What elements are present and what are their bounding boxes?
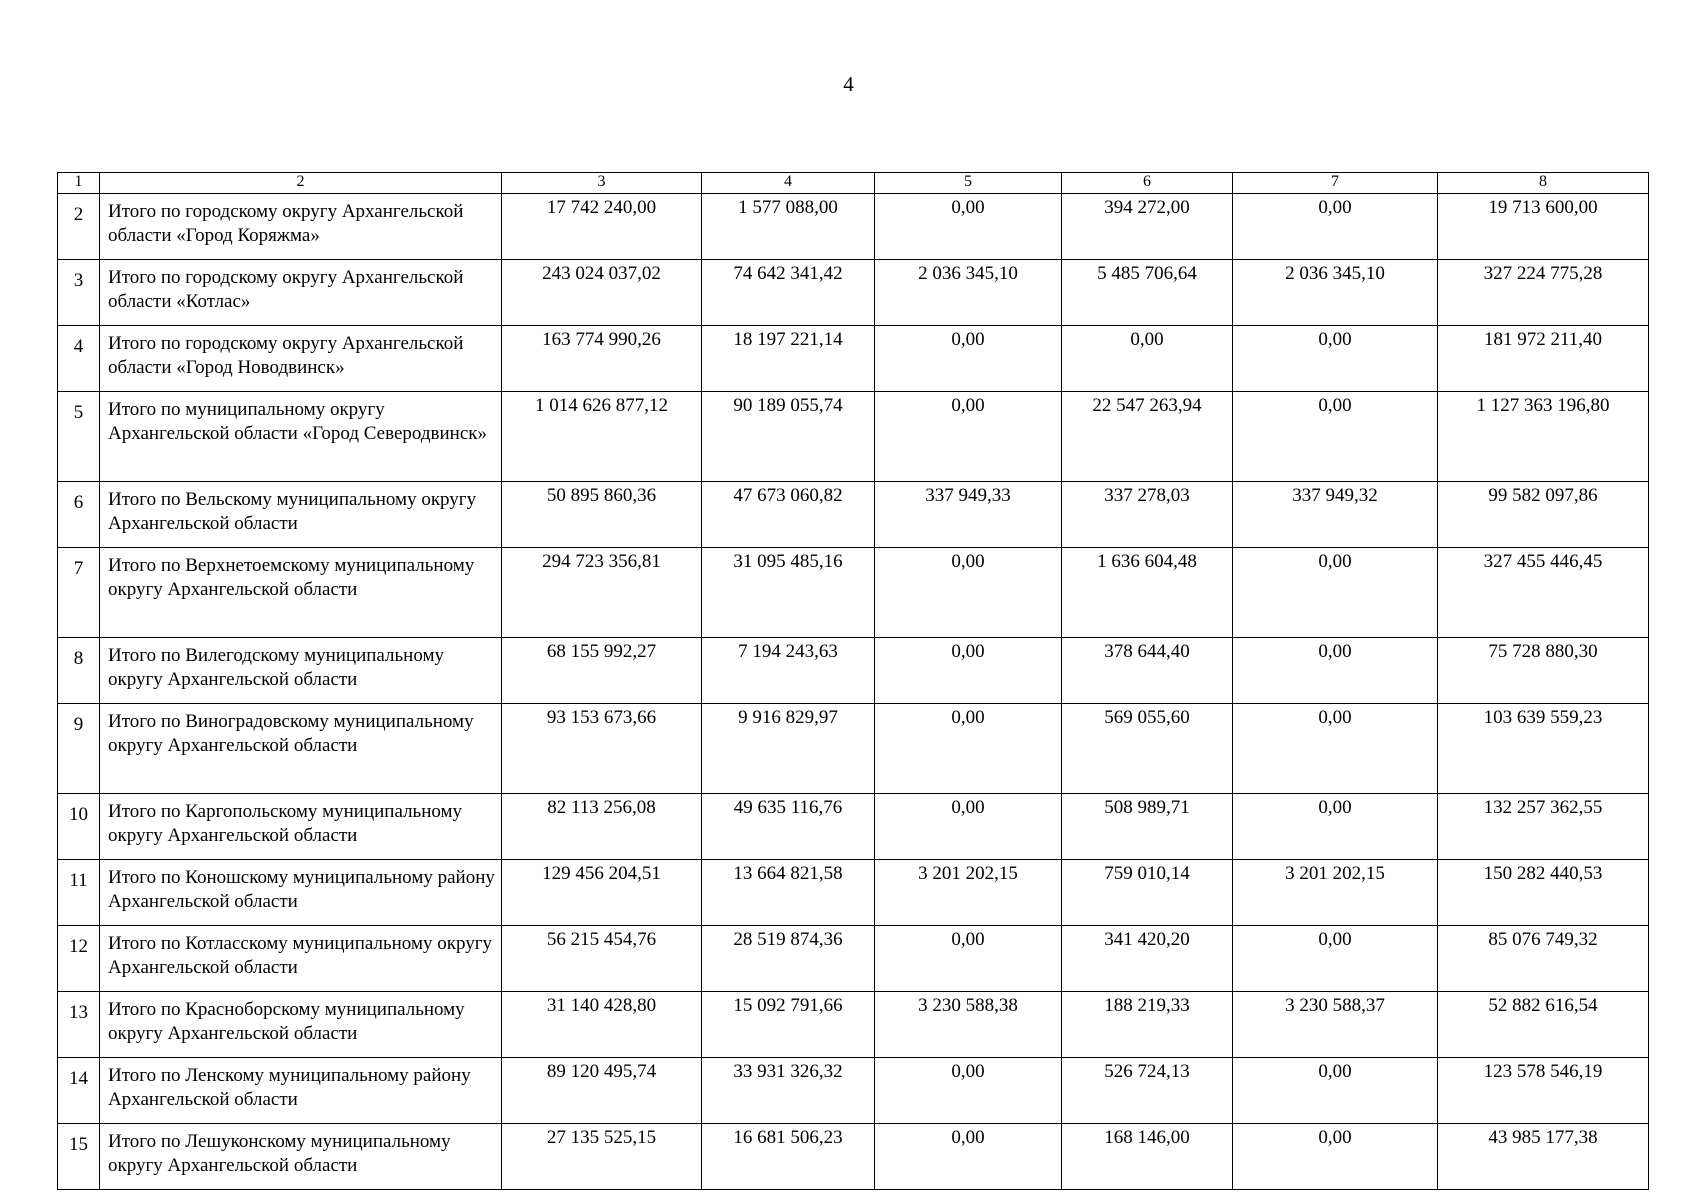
municipality-name: Итого по городскому округу Архангельской области «Котлас»	[100, 260, 502, 326]
amount-cell: 0,00	[875, 1124, 1062, 1190]
amount-cell: 68 155 992,27	[502, 638, 702, 704]
municipality-name: Итого по Каргопольскому муниципальному округу Архангельской области	[100, 794, 502, 860]
amount-cell: 0,00	[1233, 548, 1438, 638]
table-row	[58, 548, 1649, 638]
row-number: 7	[58, 548, 100, 638]
amount-cell: 0,00	[1233, 794, 1438, 860]
row-number: 9	[58, 704, 100, 794]
column-header: 7	[1233, 173, 1438, 194]
table-row	[58, 794, 1649, 860]
municipality-name: Итого по Верхнетоемскому муниципальному округу Архангельской области	[100, 548, 502, 638]
amount-cell: 52 882 616,54	[1438, 992, 1649, 1058]
data-table	[57, 172, 1649, 1190]
amount-cell: 243 024 037,02	[502, 260, 702, 326]
amount-cell: 132 257 362,55	[1438, 794, 1649, 860]
column-header: 2	[100, 173, 502, 194]
amount-cell: 33 931 326,32	[702, 1058, 875, 1124]
municipality-name: Итого по Лешуконскому муниципальному округу Архангельской области	[100, 1124, 502, 1190]
amount-cell: 2 036 345,10	[875, 260, 1062, 326]
row-number: 11	[58, 860, 100, 926]
amount-cell: 22 547 263,94	[1062, 392, 1233, 482]
amount-cell: 27 135 525,15	[502, 1124, 702, 1190]
amount-cell: 16 681 506,23	[702, 1124, 875, 1190]
amount-cell: 2 036 345,10	[1233, 260, 1438, 326]
amount-cell: 0,00	[875, 926, 1062, 992]
table-row	[58, 326, 1649, 392]
municipality-name: Итого по Вилегодскому муниципальному округу Архангельской области	[100, 638, 502, 704]
amount-cell: 327 455 446,45	[1438, 548, 1649, 638]
table-row	[58, 392, 1649, 482]
amount-cell: 0,00	[875, 794, 1062, 860]
municipality-name: Итого по городскому округу Архангельской области «Город Коряжма»	[100, 194, 502, 260]
amount-cell: 89 120 495,74	[502, 1058, 702, 1124]
amount-cell: 181 972 211,40	[1438, 326, 1649, 392]
amount-cell: 0,00	[875, 392, 1062, 482]
row-number: 10	[58, 794, 100, 860]
amount-cell: 394 272,00	[1062, 194, 1233, 260]
amount-cell: 0,00	[875, 326, 1062, 392]
table-row	[58, 638, 1649, 704]
column-number-row	[58, 173, 1649, 194]
amount-cell: 0,00	[1233, 326, 1438, 392]
amount-cell: 337 949,33	[875, 482, 1062, 548]
column-header: 6	[1062, 173, 1233, 194]
column-header: 4	[702, 173, 875, 194]
column-header: 1	[58, 173, 100, 194]
amount-cell: 1 127 363 196,80	[1438, 392, 1649, 482]
amount-cell: 0,00	[1233, 194, 1438, 260]
amount-cell: 123 578 546,19	[1438, 1058, 1649, 1124]
table-body	[58, 173, 1649, 1190]
amount-cell: 0,00	[1233, 1124, 1438, 1190]
column-header: 5	[875, 173, 1062, 194]
row-number: 8	[58, 638, 100, 704]
amount-cell: 188 219,33	[1062, 992, 1233, 1058]
amount-cell: 327 224 775,28	[1438, 260, 1649, 326]
amount-cell: 3 201 202,15	[875, 860, 1062, 926]
amount-cell: 15 092 791,66	[702, 992, 875, 1058]
amount-cell: 75 728 880,30	[1438, 638, 1649, 704]
amount-cell: 1 577 088,00	[702, 194, 875, 260]
amount-cell: 337 278,03	[1062, 482, 1233, 548]
amount-cell: 294 723 356,81	[502, 548, 702, 638]
table-row	[58, 482, 1649, 548]
table-row	[58, 704, 1649, 794]
row-number: 12	[58, 926, 100, 992]
amount-cell: 1 014 626 877,12	[502, 392, 702, 482]
row-number: 14	[58, 1058, 100, 1124]
amount-cell: 28 519 874,36	[702, 926, 875, 992]
row-number: 13	[58, 992, 100, 1058]
table-row	[58, 194, 1649, 260]
page-number: 4	[843, 72, 854, 96]
amount-cell: 0,00	[875, 704, 1062, 794]
municipality-name: Итого по муниципальному округу Архангельской области «Город Северодвинск»	[100, 392, 502, 482]
amount-cell: 0,00	[875, 548, 1062, 638]
table-row	[58, 926, 1649, 992]
amount-cell: 19 713 600,00	[1438, 194, 1649, 260]
municipality-name: Итого по Котласскому муниципальному округу Архангельской области	[100, 926, 502, 992]
amount-cell: 56 215 454,76	[502, 926, 702, 992]
municipality-name: Итого по Красноборскому муниципальному округу Архангельской области	[100, 992, 502, 1058]
amount-cell: 150 282 440,53	[1438, 860, 1649, 926]
amount-cell: 99 582 097,86	[1438, 482, 1649, 548]
amount-cell: 0,00	[1233, 926, 1438, 992]
municipality-name: Итого по Ленскому муниципальному району Архангельской области	[100, 1058, 502, 1124]
amount-cell: 0,00	[875, 1058, 1062, 1124]
amount-cell: 93 153 673,66	[502, 704, 702, 794]
amount-cell: 9 916 829,97	[702, 704, 875, 794]
amount-cell: 1 636 604,48	[1062, 548, 1233, 638]
amount-cell: 569 055,60	[1062, 704, 1233, 794]
amount-cell: 0,00	[1233, 638, 1438, 704]
amount-cell: 13 664 821,58	[702, 860, 875, 926]
municipality-name: Итого по Виноградовскому муниципальному округу Архангельской области	[100, 704, 502, 794]
amount-cell: 759 010,14	[1062, 860, 1233, 926]
amount-cell: 17 742 240,00	[502, 194, 702, 260]
amount-cell: 3 201 202,15	[1233, 860, 1438, 926]
table-row	[58, 260, 1649, 326]
amount-cell: 7 194 243,63	[702, 638, 875, 704]
amount-cell: 0,00	[1233, 704, 1438, 794]
municipality-name: Итого по городскому округу Архангельской области «Город Новодвинск»	[100, 326, 502, 392]
amount-cell: 508 989,71	[1062, 794, 1233, 860]
row-number: 4	[58, 326, 100, 392]
amount-cell: 5 485 706,64	[1062, 260, 1233, 326]
amount-cell: 103 639 559,23	[1438, 704, 1649, 794]
amount-cell: 31 140 428,80	[502, 992, 702, 1058]
amount-cell: 168 146,00	[1062, 1124, 1233, 1190]
row-number: 15	[58, 1124, 100, 1190]
row-number: 3	[58, 260, 100, 326]
amount-cell: 43 985 177,38	[1438, 1124, 1649, 1190]
amount-cell: 163 774 990,26	[502, 326, 702, 392]
amount-cell: 49 635 116,76	[702, 794, 875, 860]
amount-cell: 3 230 588,38	[875, 992, 1062, 1058]
amount-cell: 0,00	[1233, 1058, 1438, 1124]
amount-cell: 31 095 485,16	[702, 548, 875, 638]
row-number: 2	[58, 194, 100, 260]
amount-cell: 337 949,32	[1233, 482, 1438, 548]
amount-cell: 341 420,20	[1062, 926, 1233, 992]
municipality-name: Итого по Вельскому муниципальному округу Архангельской области	[100, 482, 502, 548]
amount-cell: 129 456 204,51	[502, 860, 702, 926]
amount-cell: 0,00	[1233, 392, 1438, 482]
amount-cell: 18 197 221,14	[702, 326, 875, 392]
amount-cell: 82 113 256,08	[502, 794, 702, 860]
row-number: 6	[58, 482, 100, 548]
amount-cell: 85 076 749,32	[1438, 926, 1649, 992]
amount-cell: 0,00	[875, 638, 1062, 704]
municipality-name: Итого по Коношскому муниципальному району Архангельской области	[100, 860, 502, 926]
table-row	[58, 1058, 1649, 1124]
amount-cell: 50 895 860,36	[502, 482, 702, 548]
table-row	[58, 992, 1649, 1058]
amount-cell: 526 724,13	[1062, 1058, 1233, 1124]
amount-cell: 0,00	[1062, 326, 1233, 392]
column-header: 3	[502, 173, 702, 194]
table-row	[58, 1124, 1649, 1190]
amount-cell: 378 644,40	[1062, 638, 1233, 704]
amount-cell: 47 673 060,82	[702, 482, 875, 548]
column-header: 8	[1438, 173, 1649, 194]
row-number: 5	[58, 392, 100, 482]
amount-cell: 3 230 588,37	[1233, 992, 1438, 1058]
amount-cell: 0,00	[875, 194, 1062, 260]
amount-cell: 74 642 341,42	[702, 260, 875, 326]
amount-cell: 90 189 055,74	[702, 392, 875, 482]
table-row	[58, 860, 1649, 926]
